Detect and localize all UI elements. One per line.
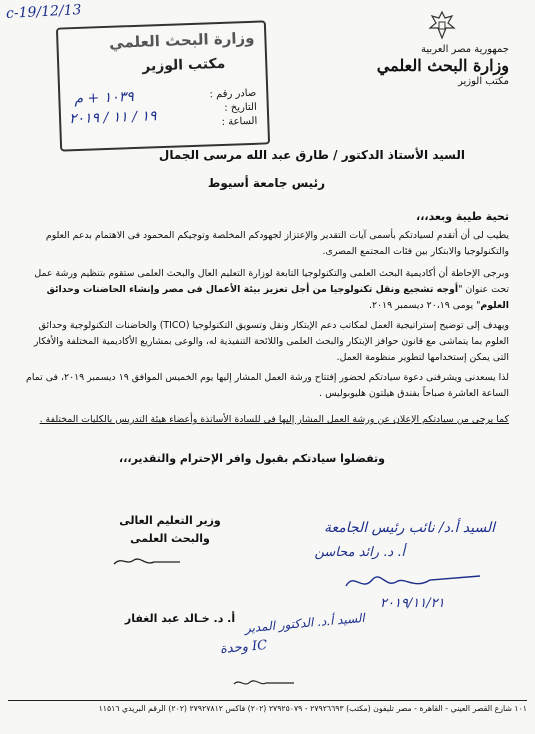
paragraph-2-intro: وبرجى الإحاطة أن أكاديمية البحث العلمى والتكنولوجيا التابعة لوزارة التعليم العال والبحث العلمى ستقوم بتنظيم ورشة عمل تحت عنوان ": [34, 268, 509, 295]
minister-signature: [110, 552, 190, 570]
letterhead-office: مكتب الوزير: [457, 76, 509, 87]
corner-reference-number: c-19/12/13: [5, 2, 82, 22]
signatory-title-2: والبحث العلمى: [130, 532, 210, 545]
handwritten-note-1: السيد أ.د/ نائب رئيس الجامعة: [323, 520, 495, 536]
paragraph-3: ويهدف إلى توضيح إستراتيجية العمل لمكاتب دعم الإبتكار ونقل وتسويق التكنولوجيا (TICO) والحاضنات التكنولوجية وحدائق العلوم بما يتماشى مع قانون حوافز الإبتكار والبحث العلمى واللائحة التنفيذية له، والوعى بمشاريع الأكاديمية المختلفة والأفكار التى يمكن إستخدامها لتطوير منظومة العمل.: [33, 320, 509, 363]
paragraph-2: [19, 266, 509, 314]
stamp-handwritten-number: ١٠٣٩ + م: [74, 89, 135, 108]
signatory-name: أ. د. خـالد عبد الغفار: [124, 612, 236, 625]
signatory-title-1: وزير التعليم العالى: [119, 514, 221, 527]
footer-divider: [8, 700, 527, 701]
letterhead-country: جمهورية مصر العربية: [421, 44, 509, 55]
letterhead: [369, 42, 509, 90]
incoming-stamp: [56, 20, 270, 151]
paragraph-4: لذا يسعدنى ويشرفنى دعوة سيادتكم لحضور إفتتاح ورشة العمل المشار إليها يوم الخميس الموافق ١٩ ديسمبر ٢٠١٩، فى تمام الساعة العاشرة صباحاً بفندق هيلتون هليوبوليس .: [26, 372, 509, 399]
initials-scribble: [230, 676, 300, 690]
signature-block: [110, 512, 230, 548]
stamp-handwritten-date: ١٩ / ١١ / ٢٠١٩: [68, 108, 157, 128]
handwritten-signature: [340, 566, 490, 596]
closing-line: وتفضلوا سيادتكم بقبول وافر الإحترام والتقدير،،،: [119, 452, 385, 465]
stamp-date-label: التاريخ :: [224, 101, 257, 114]
footer-contact: ١٠١ شارع القصر العيني - القاهرة - مصر تليفون (مكتب) ٢٧٩٢٦٦٩٣ - ٢٧٩٢٥٠٧٩ (٢٠٢) فاكس ٢٧٩٢٧٨١٢ (٢٠٢) الرقم البريدي ١١٥١٦: [98, 704, 527, 713]
workshop-title: أوجه تشجيع ونقل تكنولوجيا من أجل تعزيز بيئة الأعمال فى مصر وإنشاء الحاضنات وحدائق العلوم: [46, 284, 509, 311]
stamp-ministry: وزارة البحث العلمي: [108, 28, 255, 52]
paragraph-5: كما يرجى من سيادتكم الإعلان عن ورشة العمل المشار إليها فى للسادة الأساتذة وأعضاء هيئة التدريس بالكليات المختلفة .: [39, 414, 509, 425]
handwritten-note-2: أ. د. رائد محاسن: [314, 545, 405, 560]
greeting: تحية طيبة وبعد،،،: [416, 210, 509, 223]
stamp-office: مكتب الوزير: [141, 55, 226, 75]
letterhead-ministry: وزارة البحث العلمي: [376, 56, 509, 75]
paragraph-1: يطيب لى أن أتقدم لسيادتكم بأسمى آيات التقدير والإعتزاز لجهودكم المخلصة وتوجيكم المحمود فى الاهتمام بدعم العلوم والتكنولوجيا والابتكار بين فئات المجتمع المصرى.: [45, 230, 509, 257]
eagle-emblem-icon: [428, 10, 456, 40]
paragraph-2-dates: " يومى ٢٠،١٩ ديسمبر ٢٠١٩.: [368, 300, 481, 311]
handwritten-note-3: السيد أ.د. الدكتور المدير: [244, 610, 366, 636]
stamp-time-label: الساعة :: [221, 115, 258, 128]
addressee-title: رئيس جامعة أسيوط: [207, 176, 325, 190]
addressee-name: السيد الأستاذ الدكتور / طارق عبد الله مرسى الجمال: [158, 148, 465, 162]
handwritten-note-4: وحدة IC: [219, 637, 268, 658]
stamp-fields: [209, 87, 257, 131]
stamp-issue-label: صادر رقم :: [209, 87, 257, 101]
handwritten-date: ٢٠١٩/١١/٢١: [380, 596, 445, 611]
